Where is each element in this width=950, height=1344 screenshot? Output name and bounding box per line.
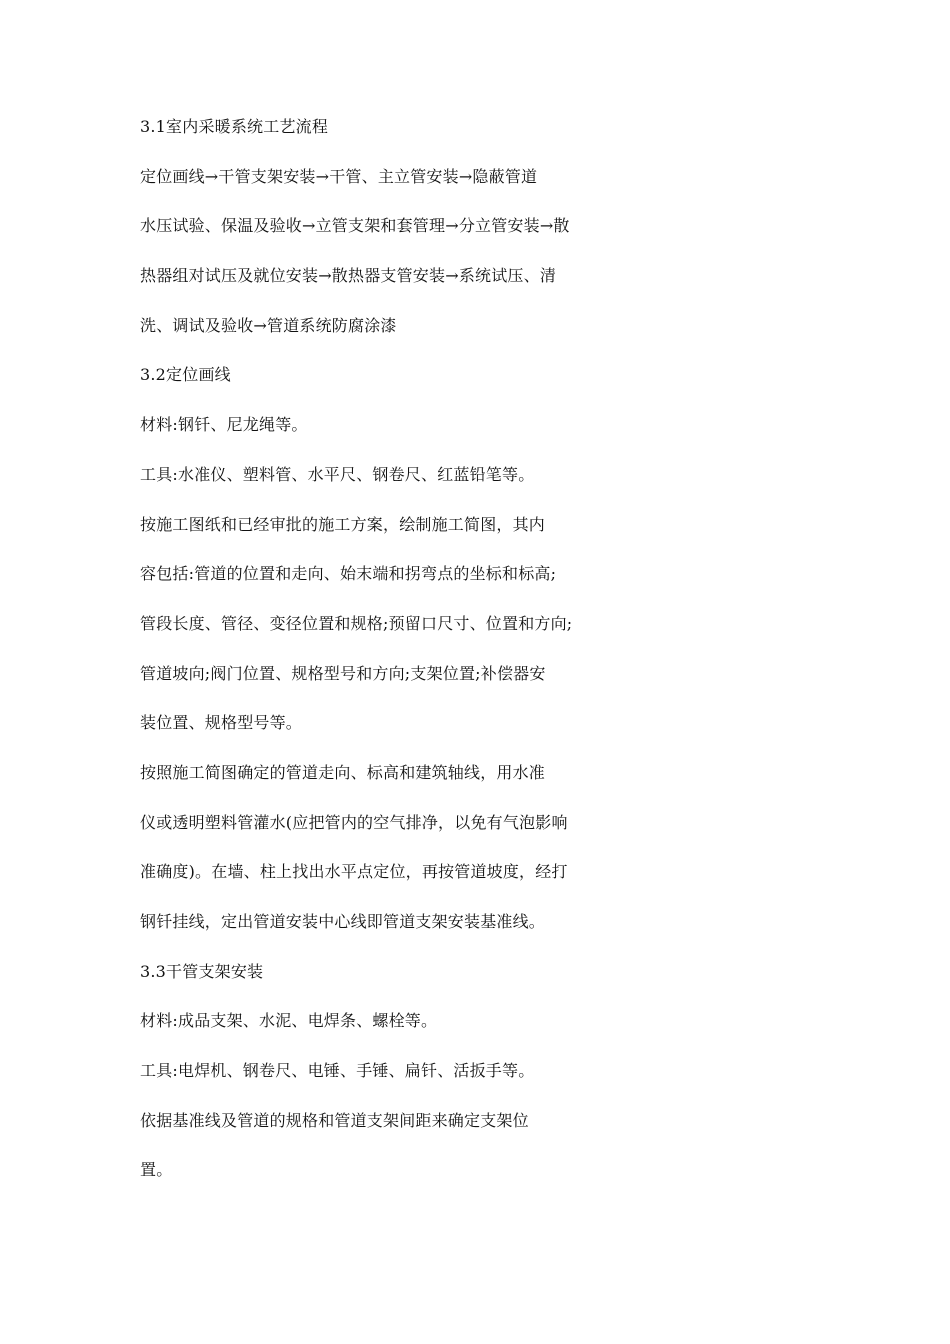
paragraph-line: 按照施工简图确定的管道走向、标高和建筑轴线，用水准: [140, 762, 546, 782]
paragraph-line: 材料:成品支架、水泥、电焊条、螺栓等。: [140, 1011, 438, 1031]
section-heading-3-1: 3.1室内采暖系统工艺流程: [140, 117, 329, 136]
section-heading-3-3: 3.3干管支架安装: [140, 961, 264, 981]
paragraph-line: 管道坡向;阀门位置、规格型号和方向;支架位置;补偿器安: [140, 663, 546, 683]
paragraph-line: 热器组对试压及就位安装→散热器支管安装→系统试压、清: [140, 266, 557, 286]
paragraph-line: 钢钎挂线，定出管道安装中心线即管道支架安装基准线。: [140, 912, 546, 931]
paragraph-line: 准确度)。在墙、柱上找出水平点定位，再按管道坡度，经打: [140, 862, 568, 882]
paragraph-line: 容包括:管道的位置和走向、始末端和拐弯点的坐标和标高;: [140, 564, 557, 584]
paragraph-line: 装位置、规格型号等。: [140, 713, 303, 733]
paragraph-line: 工具:电焊机、钢卷尺、电锤、手锤、扁钎、活扳手等。: [140, 1061, 535, 1081]
document-body: [140, 114, 830, 1207]
paragraph-line: 依据基准线及管道的规格和管道支架间距来确定支架位: [140, 1110, 529, 1130]
paragraph-line: 定位画线→干管支架安装→干管、主立管安装→隐蔽管道: [140, 166, 538, 186]
paragraph-line: 管段长度、管径、变径位置和规格;预留口尺寸、位置和方向;: [140, 613, 573, 633]
paragraph-line: 材料:钢钎、尼龙绳等。: [140, 415, 308, 435]
paragraph-line: 工具:水准仪、塑料管、水平尺、钢卷尺、红蓝铅笔等。: [140, 464, 535, 484]
section-heading-3-2: 3.2定位画线: [140, 365, 231, 385]
paragraph-line: 按施工图纸和已经审批的施工方案，绘制施工简图，其内: [140, 514, 546, 534]
paragraph-line: 仪或透明塑料管灌水(应把管内的空气排净，以免有气泡影响: [140, 812, 568, 832]
paragraph-line: 洗、调试及验收→管道系统防腐涂漆: [140, 315, 397, 335]
paragraph-line: 水压试验、保温及验收→立管支架和套管理→分立管安装→散: [140, 216, 570, 236]
paragraph-line: 置。: [140, 1160, 173, 1180]
